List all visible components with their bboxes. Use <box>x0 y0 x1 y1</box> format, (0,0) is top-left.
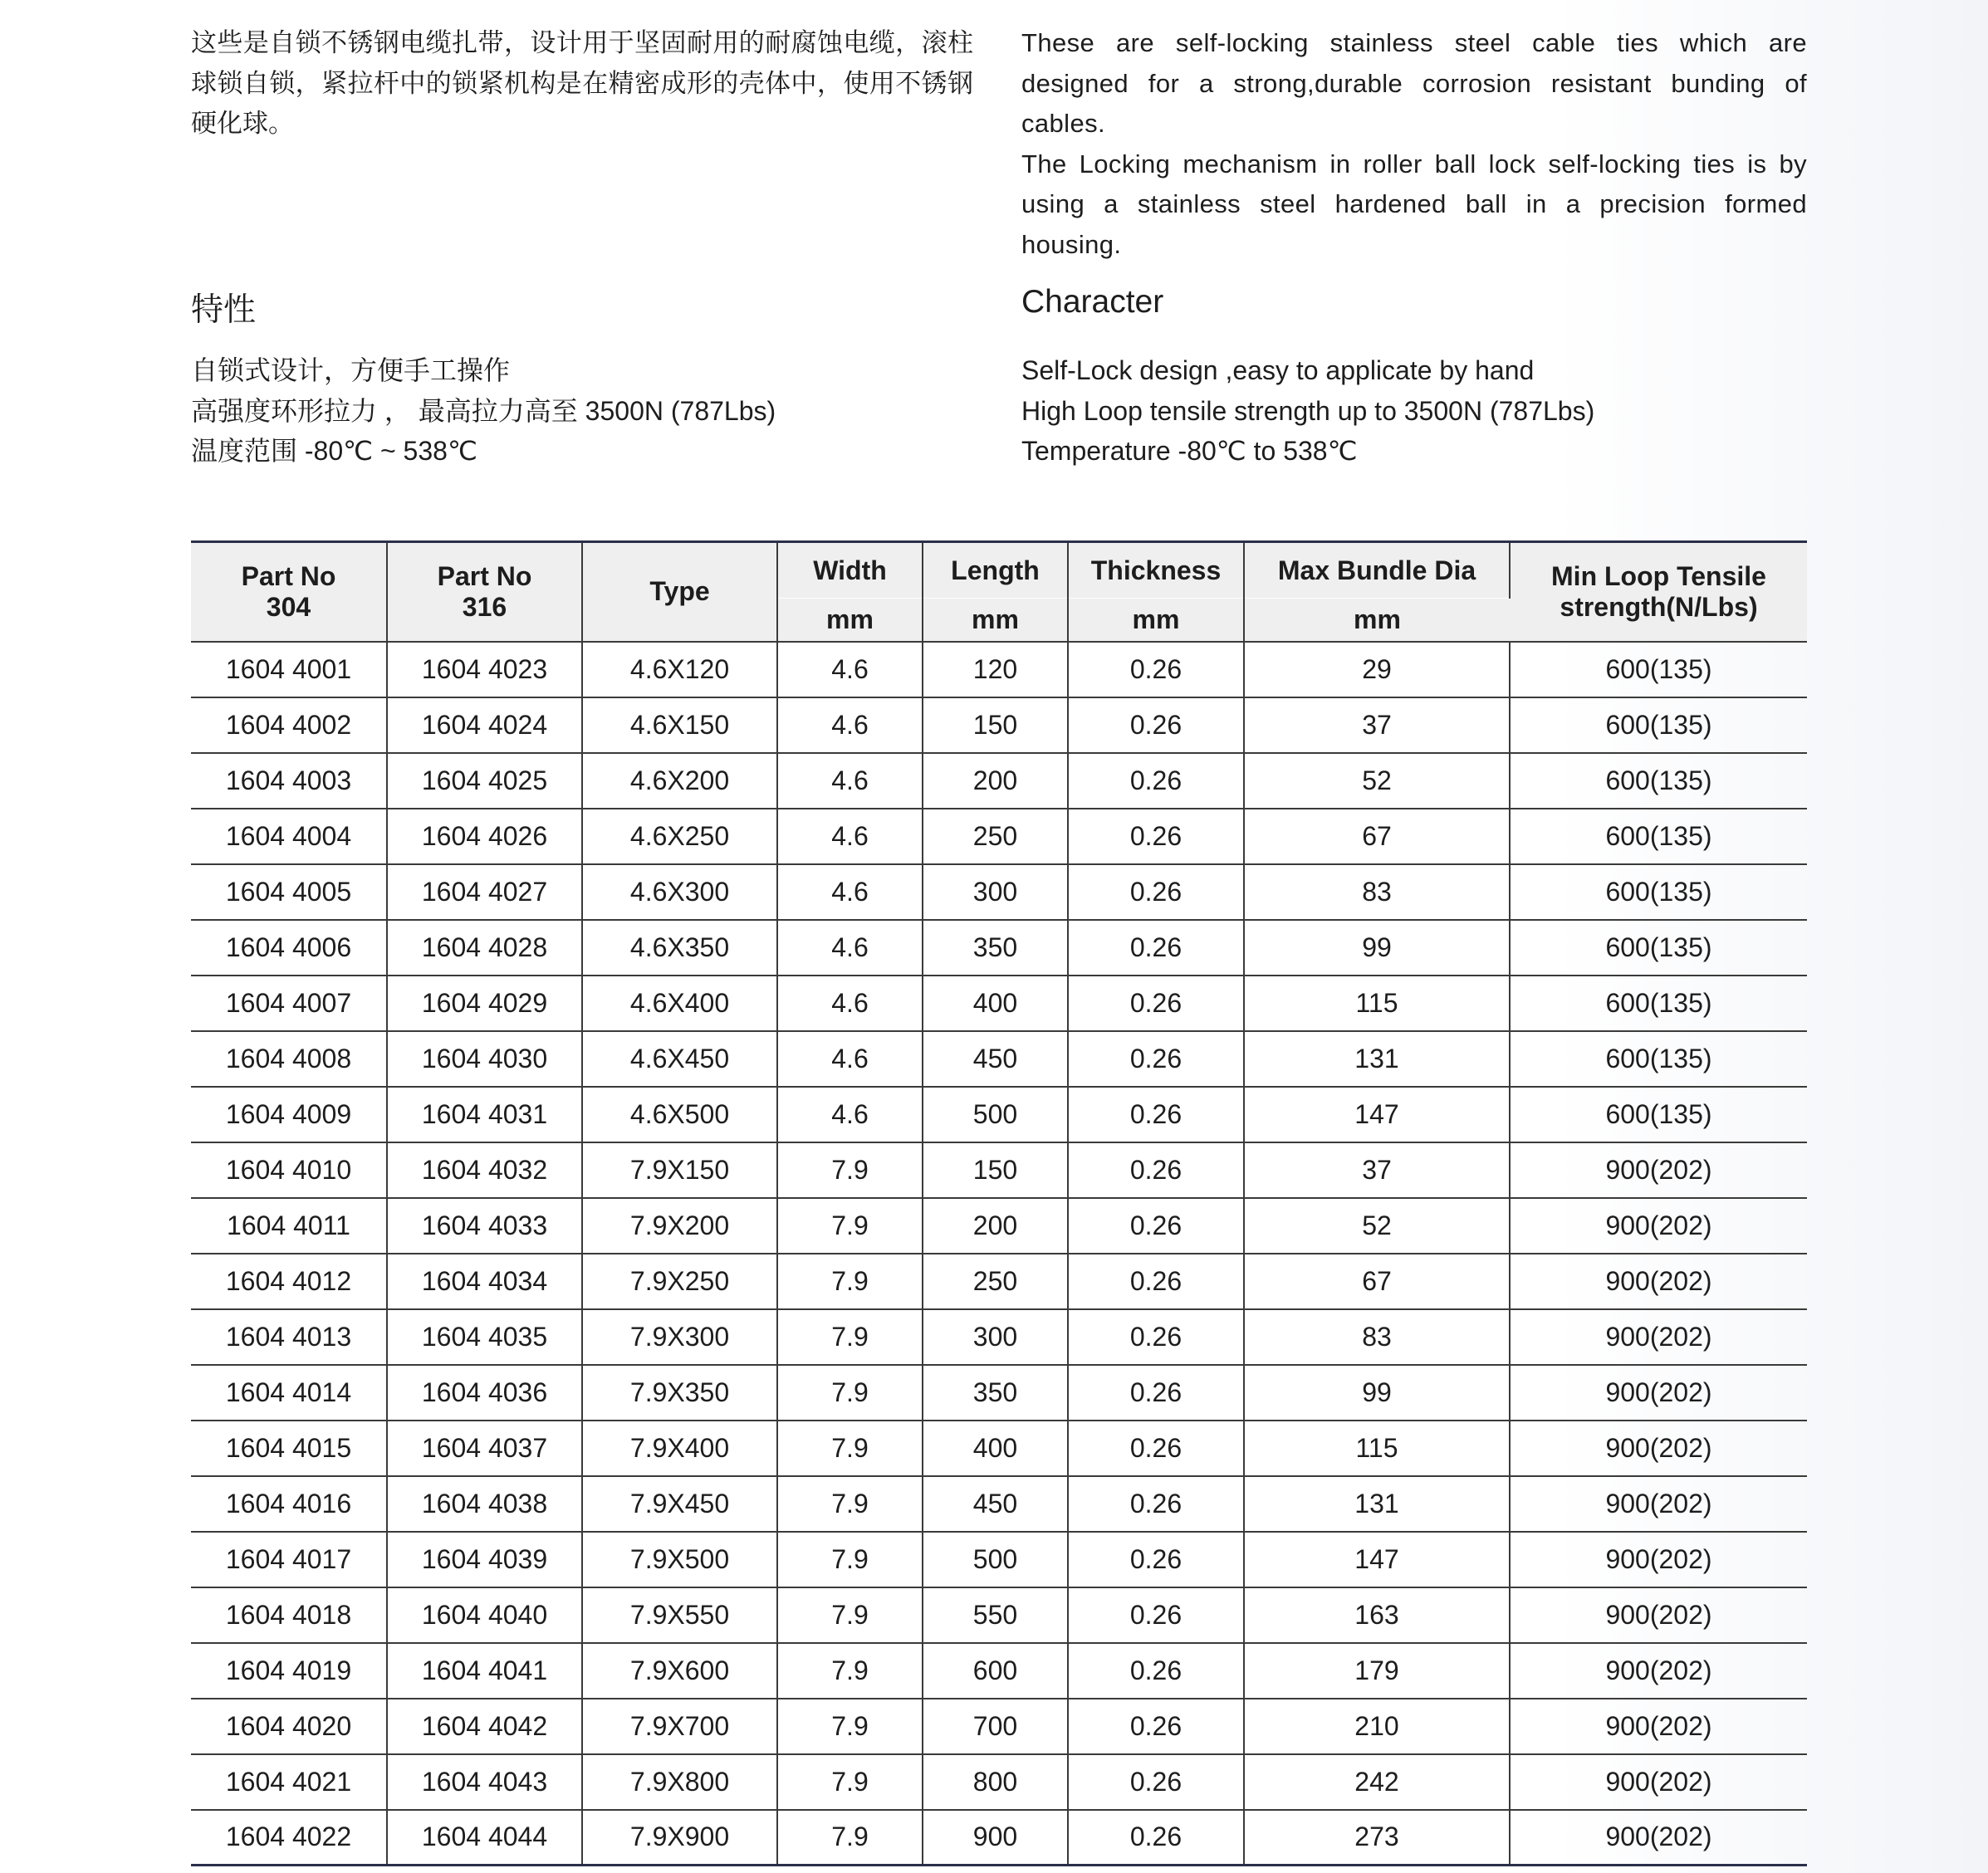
cell-length: 350 <box>923 920 1068 976</box>
cell-type: 7.9X350 <box>582 1365 777 1421</box>
cell-type: 7.9X300 <box>582 1309 777 1365</box>
cell-min-loop-tensile: 900(202) <box>1510 1754 1807 1810</box>
cell-min-loop-tensile: 600(135) <box>1510 920 1807 976</box>
cell-max-bundle-dia: 115 <box>1244 976 1510 1031</box>
cell-max-bundle-dia: 99 <box>1244 920 1510 976</box>
intro-paragraph-2: The Locking mechanism in roller ball lock self-locking ties is by using a stainless steel hardened ball in a precision formed housing. <box>1021 149 1807 259</box>
cell-width: 4.6 <box>777 753 923 809</box>
cell-thickness: 0.26 <box>1068 1421 1244 1476</box>
cell-width: 4.6 <box>777 809 923 864</box>
cell-min-loop-tensile: 600(135) <box>1510 642 1807 697</box>
cell-thickness: 0.26 <box>1068 1587 1244 1643</box>
cell-width: 4.6 <box>777 1087 923 1142</box>
table-row <box>191 864 1807 920</box>
cell-type: 4.6X400 <box>582 976 777 1031</box>
table-row <box>191 1309 1807 1365</box>
unit-length: mm <box>923 599 1068 642</box>
cell-length: 400 <box>923 976 1068 1031</box>
feature-list-cn <box>191 350 973 472</box>
cell-min-loop-tensile: 900(202) <box>1510 1309 1807 1365</box>
cell-thickness: 0.26 <box>1068 1643 1244 1699</box>
cell-length: 700 <box>923 1699 1068 1754</box>
cell-thickness: 0.26 <box>1068 920 1244 976</box>
section-heading-en: Character <box>1021 284 1164 320</box>
cell-max-bundle-dia: 147 <box>1244 1087 1510 1142</box>
table-row <box>191 1198 1807 1254</box>
cell-type: 7.9X500 <box>582 1532 777 1587</box>
cell-thickness: 0.26 <box>1068 1309 1244 1365</box>
feature-item: 自锁式设计，方便手工操作 <box>191 355 511 385</box>
cell-min-loop-tensile: 900(202) <box>1510 1643 1807 1699</box>
cell-width: 7.9 <box>777 1309 923 1365</box>
cell-width: 4.6 <box>777 864 923 920</box>
cell-type: 7.9X600 <box>582 1643 777 1699</box>
cell-type: 7.9X550 <box>582 1587 777 1643</box>
table-row <box>191 1476 1807 1532</box>
cell-type: 7.9X450 <box>582 1476 777 1532</box>
cell-min-loop-tensile: 900(202) <box>1510 1532 1807 1587</box>
table-row <box>191 1254 1807 1309</box>
table-header-row <box>191 542 1807 599</box>
cell-max-bundle-dia: 83 <box>1244 1309 1510 1365</box>
cell-thickness: 0.26 <box>1068 697 1244 753</box>
cell-part-no-316: 1604 4028 <box>387 920 582 976</box>
cell-width: 7.9 <box>777 1754 923 1810</box>
cell-type: 7.9X800 <box>582 1754 777 1810</box>
unit-width: mm <box>777 599 923 642</box>
cell-part-no-316: 1604 4023 <box>387 642 582 697</box>
cell-min-loop-tensile: 900(202) <box>1510 1254 1807 1309</box>
cell-part-no-316: 1604 4035 <box>387 1309 582 1365</box>
header-thickness: Thickness <box>1068 542 1244 599</box>
table-row <box>191 1031 1807 1087</box>
cell-width: 4.6 <box>777 920 923 976</box>
cell-max-bundle-dia: 163 <box>1244 1587 1510 1643</box>
feature-item: Self-Lock design ,easy to applicate by hand <box>1021 355 1535 385</box>
table-row <box>191 1754 1807 1810</box>
cell-part-no-304: 1604 4013 <box>191 1309 387 1365</box>
cell-type: 7.9X250 <box>582 1254 777 1309</box>
feature-item: 高强度环形拉力 ， 最高拉力高至 3500N (787Lbs) <box>191 395 776 426</box>
cell-length: 500 <box>923 1532 1068 1587</box>
header-text: Part No <box>241 560 336 591</box>
cell-part-no-304: 1604 4015 <box>191 1421 387 1476</box>
feature-item: 温度范围 -80℃ ~ 538℃ <box>191 436 477 466</box>
cell-part-no-316: 1604 4036 <box>387 1365 582 1421</box>
cell-thickness: 0.26 <box>1068 1476 1244 1532</box>
cell-part-no-304: 1604 4001 <box>191 642 387 697</box>
cell-part-no-316: 1604 4044 <box>387 1810 582 1866</box>
cell-part-no-304: 1604 4008 <box>191 1031 387 1087</box>
cell-max-bundle-dia: 67 <box>1244 1254 1510 1309</box>
cell-max-bundle-dia: 273 <box>1244 1810 1510 1866</box>
cell-part-no-316: 1604 4041 <box>387 1643 582 1699</box>
cell-part-no-316: 1604 4033 <box>387 1198 582 1254</box>
cell-length: 300 <box>923 1309 1068 1365</box>
cell-part-no-304: 1604 4019 <box>191 1643 387 1699</box>
cell-thickness: 0.26 <box>1068 809 1244 864</box>
cell-part-no-316: 1604 4032 <box>387 1142 582 1198</box>
cell-part-no-304: 1604 4016 <box>191 1476 387 1532</box>
cell-type: 4.6X500 <box>582 1087 777 1142</box>
cell-type: 4.6X150 <box>582 697 777 753</box>
cell-min-loop-tensile: 900(202) <box>1510 1699 1807 1754</box>
table-row <box>191 1365 1807 1421</box>
cell-thickness: 0.26 <box>1068 1031 1244 1087</box>
cell-width: 7.9 <box>777 1365 923 1421</box>
cell-width: 7.9 <box>777 1587 923 1643</box>
table-row <box>191 697 1807 753</box>
cell-thickness: 0.26 <box>1068 642 1244 697</box>
cell-length: 450 <box>923 1476 1068 1532</box>
cell-part-no-304: 1604 4002 <box>191 697 387 753</box>
cell-length: 200 <box>923 1198 1068 1254</box>
cell-min-loop-tensile: 900(202) <box>1510 1587 1807 1643</box>
cell-part-no-316: 1604 4042 <box>387 1699 582 1754</box>
cell-part-no-304: 1604 4006 <box>191 920 387 976</box>
cell-type: 4.6X350 <box>582 920 777 976</box>
cell-part-no-316: 1604 4037 <box>387 1421 582 1476</box>
cell-part-no-316: 1604 4029 <box>387 976 582 1031</box>
table-row <box>191 976 1807 1031</box>
cell-length: 400 <box>923 1421 1068 1476</box>
cell-max-bundle-dia: 37 <box>1244 697 1510 753</box>
table-row <box>191 1142 1807 1198</box>
cell-part-no-316: 1604 4025 <box>387 753 582 809</box>
cell-min-loop-tensile: 600(135) <box>1510 864 1807 920</box>
cell-max-bundle-dia: 29 <box>1244 642 1510 697</box>
cell-type: 4.6X120 <box>582 642 777 697</box>
cell-part-no-316: 1604 4030 <box>387 1031 582 1087</box>
cell-length: 900 <box>923 1810 1068 1866</box>
cell-part-no-316: 1604 4040 <box>387 1587 582 1643</box>
cell-length: 250 <box>923 809 1068 864</box>
cell-width: 4.6 <box>777 1031 923 1087</box>
cell-type: 4.6X200 <box>582 753 777 809</box>
cell-width: 7.9 <box>777 1142 923 1198</box>
feature-item: High Loop tensile strength up to 3500N (787Lbs) <box>1021 395 1595 426</box>
header-part-no-304 <box>191 542 387 642</box>
table-row <box>191 1421 1807 1476</box>
cell-max-bundle-dia: 99 <box>1244 1365 1510 1421</box>
cell-part-no-304: 1604 4004 <box>191 809 387 864</box>
cell-width: 7.9 <box>777 1810 923 1866</box>
cell-length: 800 <box>923 1754 1068 1810</box>
cell-max-bundle-dia: 131 <box>1244 1031 1510 1087</box>
cell-max-bundle-dia: 83 <box>1244 864 1510 920</box>
cell-type: 4.6X300 <box>582 864 777 920</box>
table-row <box>191 1810 1807 1866</box>
section-heading-cn: 特性 <box>191 292 257 328</box>
cell-min-loop-tensile: 900(202) <box>1510 1198 1807 1254</box>
cell-part-no-304: 1604 4018 <box>191 1587 387 1643</box>
cell-thickness: 0.26 <box>1068 753 1244 809</box>
cell-width: 4.6 <box>777 976 923 1031</box>
cell-max-bundle-dia: 210 <box>1244 1699 1510 1754</box>
cell-part-no-316: 1604 4024 <box>387 697 582 753</box>
cell-part-no-304: 1604 4017 <box>191 1532 387 1587</box>
cell-part-no-316: 1604 4034 <box>387 1254 582 1309</box>
cell-part-no-304: 1604 4020 <box>191 1699 387 1754</box>
cell-part-no-304: 1604 4011 <box>191 1198 387 1254</box>
cell-length: 300 <box>923 864 1068 920</box>
intro-text-en <box>1021 23 1807 265</box>
cell-thickness: 0.26 <box>1068 1198 1244 1254</box>
header-type: Type <box>582 542 777 642</box>
cell-part-no-316: 1604 4031 <box>387 1087 582 1142</box>
cell-length: 250 <box>923 1254 1068 1309</box>
cell-length: 150 <box>923 1142 1068 1198</box>
cell-max-bundle-dia: 179 <box>1244 1643 1510 1699</box>
cell-max-bundle-dia: 115 <box>1244 1421 1510 1476</box>
cell-length: 500 <box>923 1087 1068 1142</box>
header-text: 316 <box>462 591 507 622</box>
cell-part-no-316: 1604 4043 <box>387 1754 582 1810</box>
cell-min-loop-tensile: 600(135) <box>1510 1031 1807 1087</box>
cell-thickness: 0.26 <box>1068 864 1244 920</box>
cell-min-loop-tensile: 600(135) <box>1510 976 1807 1031</box>
unit-bundle: mm <box>1244 599 1510 642</box>
cell-thickness: 0.26 <box>1068 976 1244 1031</box>
table-row <box>191 642 1807 697</box>
cell-length: 600 <box>923 1643 1068 1699</box>
cell-length: 550 <box>923 1587 1068 1643</box>
cell-thickness: 0.26 <box>1068 1254 1244 1309</box>
cell-width: 7.9 <box>777 1421 923 1476</box>
cell-min-loop-tensile: 600(135) <box>1510 697 1807 753</box>
cell-max-bundle-dia: 37 <box>1244 1142 1510 1198</box>
header-text: Part No <box>437 560 532 591</box>
cell-min-loop-tensile: 600(135) <box>1510 1087 1807 1142</box>
cell-max-bundle-dia: 52 <box>1244 1198 1510 1254</box>
cell-width: 7.9 <box>777 1699 923 1754</box>
header-min-loop-tensile <box>1510 542 1807 642</box>
cell-type: 7.9X400 <box>582 1421 777 1476</box>
header-part-no-316 <box>387 542 582 642</box>
cell-type: 7.9X900 <box>582 1810 777 1866</box>
feature-item: Temperature -80℃ to 538℃ <box>1021 436 1358 466</box>
cell-part-no-304: 1604 4012 <box>191 1254 387 1309</box>
cell-min-loop-tensile: 900(202) <box>1510 1365 1807 1421</box>
cell-thickness: 0.26 <box>1068 1365 1244 1421</box>
spec-table <box>191 540 1807 1866</box>
cell-part-no-304: 1604 4010 <box>191 1142 387 1198</box>
cell-width: 7.9 <box>777 1532 923 1587</box>
cell-part-no-304: 1604 4014 <box>191 1365 387 1421</box>
cell-width: 4.6 <box>777 642 923 697</box>
cell-part-no-304: 1604 4021 <box>191 1754 387 1810</box>
intro-paragraph-1: These are self-locking stainless steel cable ties which are designed for a strong,durable corrosion resistant bunding of cables. <box>1021 28 1807 138</box>
cell-part-no-304: 1604 4009 <box>191 1087 387 1142</box>
intro-text-cn: 这些是自锁不锈钢电缆扎带，设计用于坚固耐用的耐腐蚀电缆，滚柱球锁自锁，紧拉杆中的锁紧机构是在精密成形的壳体中，使用不锈钢硬化球。 <box>191 28 973 138</box>
cell-type: 4.6X250 <box>582 809 777 864</box>
header-text: strength(N/Lbs) <box>1560 591 1758 622</box>
cell-part-no-304: 1604 4022 <box>191 1810 387 1866</box>
cell-max-bundle-dia: 52 <box>1244 753 1510 809</box>
cell-part-no-304: 1604 4007 <box>191 976 387 1031</box>
table-row <box>191 1587 1807 1643</box>
cell-min-loop-tensile: 900(202) <box>1510 1810 1807 1866</box>
cell-min-loop-tensile: 900(202) <box>1510 1476 1807 1532</box>
table-row <box>191 1643 1807 1699</box>
table-row <box>191 920 1807 976</box>
cell-part-no-316: 1604 4039 <box>387 1532 582 1587</box>
cell-part-no-304: 1604 4005 <box>191 864 387 920</box>
cell-min-loop-tensile: 900(202) <box>1510 1421 1807 1476</box>
unit-thickness: mm <box>1068 599 1244 642</box>
cell-thickness: 0.26 <box>1068 1532 1244 1587</box>
cell-type: 7.9X150 <box>582 1142 777 1198</box>
cell-length: 350 <box>923 1365 1068 1421</box>
cell-part-no-316: 1604 4038 <box>387 1476 582 1532</box>
cell-thickness: 0.26 <box>1068 1142 1244 1198</box>
cell-thickness: 0.26 <box>1068 1810 1244 1866</box>
cell-type: 7.9X700 <box>582 1699 777 1754</box>
cell-thickness: 0.26 <box>1068 1754 1244 1810</box>
cell-min-loop-tensile: 600(135) <box>1510 753 1807 809</box>
cell-min-loop-tensile: 900(202) <box>1510 1142 1807 1198</box>
feature-list-en <box>1021 350 1807 472</box>
table-row <box>191 1699 1807 1754</box>
header-max-bundle-dia: Max Bundle Dia <box>1244 542 1510 599</box>
cell-type: 4.6X450 <box>582 1031 777 1087</box>
header-length: Length <box>923 542 1068 599</box>
cell-max-bundle-dia: 242 <box>1244 1754 1510 1810</box>
cell-width: 4.6 <box>777 697 923 753</box>
cell-part-no-316: 1604 4027 <box>387 864 582 920</box>
table-row <box>191 753 1807 809</box>
cell-width: 7.9 <box>777 1254 923 1309</box>
table-row <box>191 1532 1807 1587</box>
cell-width: 7.9 <box>777 1198 923 1254</box>
header-text: Min Loop Tensile <box>1551 560 1766 591</box>
cell-max-bundle-dia: 147 <box>1244 1532 1510 1587</box>
cell-thickness: 0.26 <box>1068 1699 1244 1754</box>
cell-width: 7.9 <box>777 1476 923 1532</box>
cell-length: 200 <box>923 753 1068 809</box>
cell-thickness: 0.26 <box>1068 1087 1244 1142</box>
cell-width: 7.9 <box>777 1643 923 1699</box>
cell-part-no-316: 1604 4026 <box>387 809 582 864</box>
cell-part-no-304: 1604 4003 <box>191 753 387 809</box>
table-body <box>191 642 1807 1866</box>
cell-length: 450 <box>923 1031 1068 1087</box>
cell-type: 7.9X200 <box>582 1198 777 1254</box>
cell-length: 150 <box>923 697 1068 753</box>
header-width: Width <box>777 542 923 599</box>
cell-min-loop-tensile: 600(135) <box>1510 809 1807 864</box>
cell-length: 120 <box>923 642 1068 697</box>
table-row <box>191 809 1807 864</box>
table-row <box>191 1087 1807 1142</box>
header-text: 304 <box>266 591 311 622</box>
cell-max-bundle-dia: 67 <box>1244 809 1510 864</box>
cell-max-bundle-dia: 131 <box>1244 1476 1510 1532</box>
